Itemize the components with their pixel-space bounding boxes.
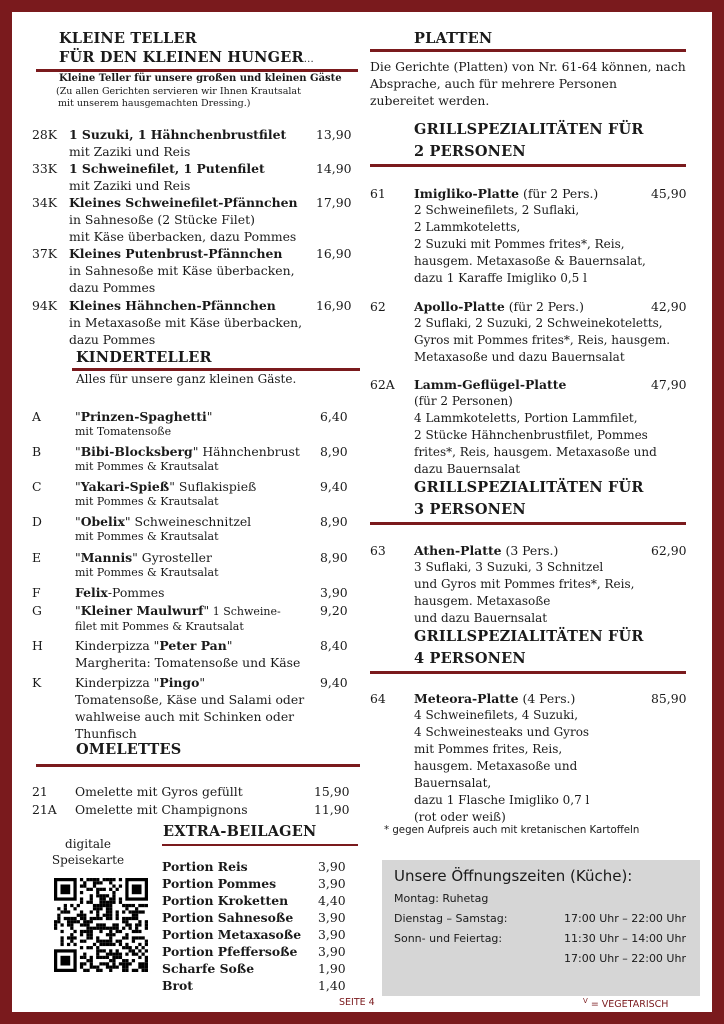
- item-description: filet mit Pommes & Krautsalat: [75, 620, 244, 633]
- platten-intro-line1: Die Gerichte (Platten) von Nr. 61-64 können, nach: [370, 59, 686, 74]
- item-name: Obelix: [80, 514, 125, 529]
- item-number: 62A: [370, 377, 395, 392]
- item-description: 2 Schweinefilets, 2 Suflaki,: [414, 203, 580, 217]
- item-name: Bibi-Blocksberg: [80, 444, 193, 459]
- item-name: Portion Reis: [162, 859, 248, 874]
- item-description: 2 Suflaki, 2 Suzuki, 2 Schweinekoteletts,: [414, 316, 663, 330]
- item-description: dazu Pommes: [69, 280, 156, 295]
- item-name: Brot: [162, 978, 193, 993]
- item-name: Athen-Platte: [414, 543, 502, 558]
- item-text: [414, 376, 676, 478]
- opening-hours-box: [382, 860, 700, 996]
- item-description: mit Pommes & Krautsalat: [75, 460, 219, 473]
- item-price: 15,90: [314, 784, 350, 799]
- item-description: mit Pommes & Krautsalat: [75, 566, 219, 579]
- item-price: 3,90: [318, 927, 346, 942]
- item-name-line: [414, 298, 676, 315]
- kleine-teller-title-line1: KLEINE TELLER: [59, 30, 197, 47]
- item-text: [75, 584, 335, 601]
- item-price: 6,40: [320, 409, 348, 424]
- item-quote: ": [169, 479, 175, 494]
- item-name: Portion Sahnesoße: [162, 910, 294, 925]
- grill2-title: [414, 120, 644, 161]
- item-description: dazu 1 Karaffe Imigliko 0,5 l: [414, 271, 587, 285]
- opening-hours-time: 11:30 Uhr – 14:00 Uhr: [564, 932, 686, 945]
- item-quote: ": [124, 514, 131, 529]
- item-name: Kleiner Maulwurf: [80, 603, 204, 618]
- item-description: in Metaxasoße mit Käse überbacken,: [69, 315, 303, 330]
- grill2-rule: [370, 164, 686, 167]
- item-price: 8,40: [320, 638, 348, 653]
- item-description: hausgem. Metaxasoße und: [414, 759, 578, 773]
- item-name-line: [75, 478, 335, 495]
- opening-hours-day: Montag: Ruhetag: [394, 892, 489, 905]
- beilagen-rule: [162, 844, 358, 846]
- item-description: Metaxasoße und dazu Bauernsalat: [414, 350, 625, 364]
- item-price: 8,90: [320, 514, 348, 529]
- item-name: Portion Metaxasoße: [162, 927, 302, 942]
- item-text: [414, 298, 676, 366]
- item-name: Apollo-Platte: [414, 299, 505, 314]
- item-description: wahlweise auch mit Schinken oder: [75, 709, 295, 724]
- item-number: G: [32, 603, 42, 618]
- omelettes-rule: [36, 764, 360, 767]
- item-price: 45,90: [651, 186, 687, 201]
- grill3-title: [414, 478, 644, 519]
- item-number: 64: [370, 691, 386, 706]
- item-price: 1,40: [318, 978, 346, 993]
- grill2-title-line2: 2 PERSONEN: [414, 143, 526, 160]
- item-name: Yakari-Spieß: [80, 479, 170, 494]
- item-number: C: [32, 479, 42, 494]
- item-description: und Gyros mit Pommes frites*, Reis,: [414, 577, 635, 591]
- grill4-rule: [370, 671, 686, 674]
- item-text: [75, 513, 335, 543]
- item-number: A: [32, 409, 41, 424]
- item-price: 62,90: [651, 543, 687, 558]
- item-suffix: Suflakispieß: [174, 479, 257, 494]
- item-prefix: Kinderpizza ": [75, 638, 160, 653]
- item-name: Portion Pfeffersoße: [162, 944, 298, 959]
- item-description: frites*, Reis, hausgem. Metaxasoße und: [414, 445, 657, 459]
- item-name-line: [75, 549, 335, 566]
- page-number: SEITE 4: [339, 997, 375, 1008]
- item-price: 1,90: [318, 961, 346, 976]
- item-description: 2 Lammkoteletts,: [414, 220, 521, 234]
- item-description: in Sahnesoße (2 Stücke Filet): [69, 212, 255, 227]
- kleine-teller-note-line1: (Zu allen Gerichten servieren wir Ihnen Krautsalat: [56, 86, 301, 97]
- digital-menu-line1: digitale: [65, 837, 111, 851]
- item-prefix: Kinderpizza ": [75, 675, 160, 690]
- item-suffix: Gyrosteller: [137, 550, 212, 565]
- item-description: (rot oder weiß): [414, 810, 506, 824]
- item-name-line: [75, 513, 335, 530]
- item-price: 42,90: [651, 299, 687, 314]
- item-number: H: [32, 638, 43, 653]
- item-number: B: [32, 444, 42, 459]
- item-description: 4 Schweinesteaks und Gyros: [414, 725, 590, 739]
- item-description: mit Pommes & Krautsalat: [75, 495, 219, 508]
- item-quote: ": [192, 444, 199, 459]
- item-number: F: [32, 585, 41, 600]
- omelettes-title: OMELETTES: [76, 741, 182, 758]
- item-price: 9,40: [320, 675, 348, 690]
- item-description: mit Pommes & Krautsalat: [75, 530, 219, 543]
- opening-hours-day: Sonn- und Feiertag:: [394, 932, 503, 945]
- item-number: 21: [32, 784, 48, 799]
- item-number: 61: [370, 186, 386, 201]
- item-number: E: [32, 550, 42, 565]
- item-text: [75, 443, 335, 473]
- item-name-line: [414, 376, 676, 393]
- item-price: 85,90: [651, 691, 687, 706]
- item-price: 4,40: [318, 893, 346, 908]
- item-name: Omelette mit Champignons: [75, 802, 248, 817]
- item-price: 8,90: [320, 550, 348, 565]
- item-quote: ": [226, 638, 233, 653]
- item-description: Margherita: Tomatensoße und Käse: [75, 655, 301, 670]
- item-number: 62: [370, 299, 386, 314]
- item-persons: (für 2 Pers.): [504, 299, 584, 314]
- kleine-teller-subtitle: Kleine Teller für unsere großen und kleinen Gäste: [59, 73, 342, 84]
- platten-intro: [370, 58, 686, 109]
- item-description: 4 Lammkoteletts, Portion Lammfilet,: [414, 411, 638, 425]
- item-price: 16,90: [316, 298, 352, 313]
- item-description: mit Pommes frites, Reis,: [414, 742, 563, 756]
- item-number: 34K: [32, 195, 58, 210]
- item-description: Bauernsalat,: [414, 776, 492, 790]
- footnote: * gegen Aufpreis auch mit kretanischen Kartoffeln: [384, 825, 640, 836]
- item-text: [414, 690, 676, 826]
- item-name: Kleines Schweinefilet-Pfännchen: [69, 195, 298, 210]
- item-persons: (für 2 Pers.): [519, 186, 599, 201]
- item-description: 2 Stücke Hähnchenbrustfilet, Pommes: [414, 428, 648, 442]
- kleine-teller-title-dots: ...: [303, 54, 314, 65]
- item-description: Tomatensoße, Käse und Salami oder: [75, 692, 305, 707]
- item-number: D: [32, 514, 42, 529]
- kleine-teller-title-line2: FÜR DEN KLEINEN HUNGER: [59, 49, 304, 66]
- beilagen-title: EXTRA-BEILAGEN: [163, 823, 317, 840]
- item-text: [75, 549, 335, 579]
- item-prefix: ": [75, 514, 81, 529]
- vegetarian-icon: V: [583, 997, 588, 1005]
- item-name: Imigliko-Platte: [414, 186, 520, 201]
- item-price: 3,90: [318, 910, 346, 925]
- item-description: hausgem. Metaxasoße & Bauernsalat,: [414, 254, 646, 268]
- kleine-teller-note-line2: mit unserem hausgemachten Dressing.): [58, 98, 251, 109]
- item-text: [414, 185, 676, 287]
- item-price: 16,90: [316, 246, 352, 261]
- kinderteller-rule: [72, 368, 360, 371]
- item-name: Kleines Hähnchen-Pfännchen: [69, 298, 276, 313]
- opening-hours-day: Dienstag – Samstag:: [394, 912, 508, 925]
- item-text: [75, 602, 335, 633]
- item-name-line: [75, 408, 335, 425]
- platten-intro-line2: Absprache, auch für mehrere Personen: [370, 76, 617, 91]
- vegetarian-legend: [583, 997, 668, 1010]
- grill3-rule: [370, 522, 686, 525]
- kleine-teller-rule: [36, 69, 358, 72]
- item-text: [69, 297, 329, 348]
- item-name-line: [414, 185, 676, 202]
- item-prefix: ": [75, 409, 81, 424]
- kleine-teller-note: [56, 86, 301, 110]
- opening-hours-time: 17:00 Uhr – 22:00 Uhr: [564, 912, 686, 925]
- item-prefix: ": [75, 550, 81, 565]
- item-description: dazu Pommes: [69, 332, 156, 347]
- item-text: [75, 478, 335, 508]
- item-price: 9,40: [320, 479, 348, 494]
- item-name: Prinzen-Spaghetti: [80, 409, 207, 424]
- item-name: 1 Schweinefilet, 1 Putenfilet: [69, 161, 265, 176]
- item-number: 21A: [32, 802, 57, 817]
- item-number: 94K: [32, 298, 58, 313]
- item-quote: ": [199, 675, 206, 690]
- item-number: 37K: [32, 246, 58, 261]
- item-description: 2 Suzuki mit Pommes frites*, Reis,: [414, 237, 625, 251]
- item-price: 47,90: [651, 377, 687, 392]
- item-description: Thunfisch: [75, 726, 137, 741]
- item-name: Lamm-Geflügel-Platte: [414, 377, 567, 392]
- item-name: Kleines Putenbrust-Pfännchen: [69, 246, 283, 261]
- item-text: [69, 194, 329, 245]
- kinderteller-title: KINDERTELLER: [76, 349, 212, 366]
- item-number: K: [32, 675, 42, 690]
- opening-hours-title: Unsere Öffnungszeiten (Küche):: [394, 867, 633, 885]
- item-persons: (3 Pers.): [501, 543, 559, 558]
- item-name-line: [75, 674, 335, 691]
- item-price: 11,90: [314, 802, 350, 817]
- grill3-title-line1: GRILLSPEZIALITÄTEN FÜR: [414, 479, 644, 496]
- item-prefix: ": [75, 479, 81, 494]
- item-description: mit Zaziki und Reis: [69, 144, 191, 159]
- digital-menu-line2: Speisekarte: [51, 853, 125, 867]
- item-name-line: [414, 542, 676, 559]
- vegetarian-label: = VEGETARISCH: [587, 999, 669, 1011]
- item-name: 1 Suzuki, 1 Hähnchenbrustfilet: [69, 127, 287, 142]
- item-price: 3,90: [320, 585, 348, 600]
- item-text: [75, 408, 335, 438]
- opening-hours-time: 17:00 Uhr – 22:00 Uhr: [564, 952, 686, 965]
- item-name: Peter Pan: [159, 638, 227, 653]
- item-suffix: Schweineschnitzel: [130, 514, 252, 529]
- item-text: [414, 542, 676, 627]
- item-description: 3 Suflaki, 3 Suzuki, 3 Schnitzel: [414, 560, 604, 574]
- item-description: mit Tomatensoße: [75, 425, 172, 438]
- item-name: Mannis: [80, 550, 133, 565]
- item-price: 8,90: [320, 444, 348, 459]
- item-name-line: [75, 443, 335, 460]
- item-text: [75, 674, 335, 742]
- item-name: Portion Kroketten: [162, 893, 289, 908]
- item-prefix: ": [75, 603, 81, 618]
- platten-intro-line3: zubereitet werden.: [370, 93, 490, 108]
- item-quote: ": [132, 550, 138, 565]
- item-name: Meteora-Platte: [414, 691, 519, 706]
- qr-code-icon[interactable]: [54, 878, 148, 972]
- item-suffix: -Pommes: [107, 585, 165, 600]
- item-quote: ": [203, 603, 210, 618]
- kinderteller-subtitle: Alles für unsere ganz kleinen Gäste.: [76, 372, 297, 386]
- item-quote: ": [206, 409, 213, 424]
- item-description: und dazu Bauernsalat: [414, 611, 548, 625]
- item-price: 17,90: [316, 195, 352, 210]
- item-description: mit Käse überbacken, dazu Pommes: [69, 229, 297, 244]
- item-name-line: [75, 602, 335, 620]
- item-description: in Sahnesoße mit Käse überbacken,: [69, 263, 295, 278]
- item-name-line: [75, 584, 335, 601]
- item-text: [69, 160, 329, 194]
- grill4-title-line1: GRILLSPEZIALITÄTEN FÜR: [414, 628, 644, 645]
- grill2-title-line1: GRILLSPEZIALITÄTEN FÜR: [414, 121, 644, 138]
- item-text: [69, 245, 329, 296]
- item-description: Gyros mit Pommes frites*, Reis, hausgem.: [414, 333, 671, 347]
- item-number: 28K: [32, 127, 58, 142]
- item-suffix: 1 Schweine-: [209, 605, 281, 618]
- item-price: 3,90: [318, 876, 346, 891]
- item-name: Portion Pommes: [162, 876, 277, 891]
- item-description: 4 Schweinefilets, 4 Suzuki,: [414, 708, 579, 722]
- item-description: hausgem. Metaxasoße: [414, 594, 551, 608]
- item-number: 63: [370, 543, 386, 558]
- item-name: Scharfe Soße: [162, 961, 255, 976]
- item-name: Pingo: [159, 675, 200, 690]
- item-text: [75, 637, 335, 671]
- grill4-title-line2: 4 PERSONEN: [414, 650, 526, 667]
- item-description: (für 2 Personen): [414, 394, 513, 408]
- item-suffix: Hähnchenbrust: [198, 444, 300, 459]
- grill3-title-line2: 3 PERSONEN: [414, 501, 526, 518]
- item-number: 33K: [32, 161, 58, 176]
- item-text: [69, 126, 329, 160]
- platten-rule: [370, 49, 686, 52]
- item-description: dazu 1 Flasche Imigliko 0,7 l: [414, 793, 590, 807]
- item-price: 3,90: [318, 859, 346, 874]
- kleine-teller-title: [59, 29, 314, 69]
- item-price: 9,20: [320, 603, 348, 618]
- item-persons: (4 Pers.): [518, 691, 576, 706]
- item-description: mit Zaziki und Reis: [69, 178, 191, 193]
- digital-menu-label: [48, 836, 128, 868]
- item-prefix: ": [75, 444, 81, 459]
- item-name: Omelette mit Gyros gefüllt: [75, 784, 243, 799]
- item-price: 3,90: [318, 944, 346, 959]
- item-description: dazu Bauernsalat: [414, 462, 521, 476]
- item-name: Felix: [75, 585, 108, 600]
- item-name-line: [75, 637, 335, 654]
- item-price: 14,90: [316, 161, 352, 176]
- platten-title: PLATTEN: [414, 30, 493, 47]
- grill4-title: [414, 627, 644, 668]
- item-price: 13,90: [316, 127, 352, 142]
- item-name-line: [414, 690, 676, 707]
